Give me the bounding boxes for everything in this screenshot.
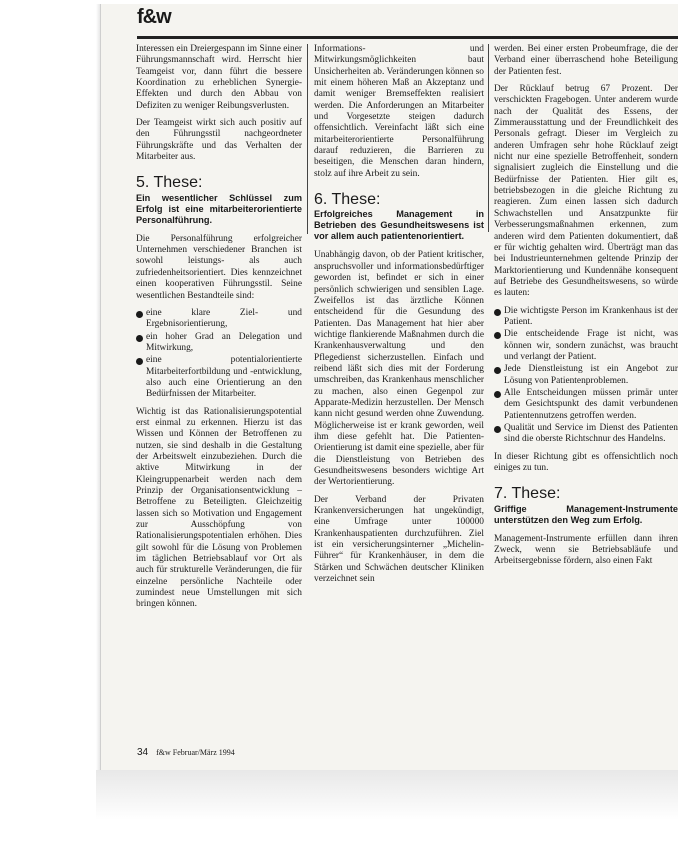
text-column-2 bbox=[314, 44, 484, 591]
section-heading-5: 5. These: bbox=[136, 174, 203, 192]
page-number: 34 bbox=[137, 747, 149, 758]
list-item: Jede Dienstleistung ist ein Angebot zur Lösung von Patientenproblemen. bbox=[494, 364, 678, 387]
text-column-1 bbox=[136, 44, 302, 617]
bullet-list bbox=[136, 308, 302, 401]
magazine-logo: f&w bbox=[137, 6, 171, 28]
list-item: Die entscheidende Frage ist nicht, was können wir, sondern zunächst, was braucht und verlangt der Patient. bbox=[494, 329, 678, 363]
paragraph: Der Rücklauf betrug 67 Prozent. Der verschickten Fragebogen. Unter anderem wurde nach der Qualität des Essens, der Zimmerausstattung und der Freundlichkeit des Personals gefragt. Dieser im Vergleich zu anderen Umfragen sehr hohe Rücklauf zeigt nicht nur eine spezielle Betroffenheit, sondern signalisiert zugleich die Einstellung und die Bedürfnisse der Patienten. Hier gilt es, betriebsbezogen in die gleiche Richtung zu reagieren. Zum einen lassen sich dadurch Schwachstellen und Ansatzpunkte für Verbesserungsmaßnahmen erkennen, zum anderen wird dem Patienten dokumentiert, daß er für wichtig gehalten wird. Überträgt man das bei Industrieunternehmen geltende Prinzip der Marktorientierung und Kundennähe konsequent auf Betriebe des Gesundheitswesens, so würde es lauten: bbox=[494, 84, 678, 299]
list-item: Alle Entscheidungen müssen primär unter dem Gesichtspunkt des damit verbundenen Patientennutzens getroffen werden. bbox=[494, 388, 678, 422]
paragraph: werden. Bei einer ersten Probeumfrage, die der Verband einer überraschend hohe Beteiligung der Patienten fest. bbox=[494, 44, 678, 77]
section-heading-7: 7. These: bbox=[494, 485, 561, 503]
paragraph: Der Verband der Privaten Krankenversicherungen hat ungekündigt, eine Umfrage unter 100000 Krankenhauspatienten durchzuführen. Ziel ist ein versicherungsinterner „Michelin-Führer“ für Krankenhäuser, in dem die Stärken und Schwächen deutscher Kliniken verzeichnet sein bbox=[314, 494, 484, 585]
section-heading-6: 6. These: bbox=[314, 191, 381, 209]
paragraph: Die Personalführung erfolgreicher Unternehmen verschiedener Branchen ist sowohl leistungs- als auch zufriedenheitsorientiert. Dies kennzeichnet einen kooperativen Führungsstil. Seine wesentlichen Bestandteile sind: bbox=[136, 233, 302, 301]
thesis-lead: Ein wesentlicher Schlüssel zum Erfolg ist eine mitarbeiterorientierte Personalführung. bbox=[136, 192, 302, 225]
column-divider-1 bbox=[307, 44, 308, 234]
paragraph: Unabhängig davon, ob der Patient kritischer, anspruchsvoller und informationsbedürftiger geworden ist, befindet er sich in einer persönlich schwierigen und sensiblen Lage. Zweifellos ist das ärztliche Können entscheidend für die Gesundung des Patienten. Das Management hat hier aber wichtige flankierende Maßnahmen durch die Krankenhausverwaltung und den Pflegedienst sicherzustellen. Einfach und reibend läßt sich dies mit der Forderung umschreiben, das Krankenhaus menschlicher zu machen, also einen Gegenpol zur Apparate-Medizin herzustellen. Der Mensch kann nicht gesund werden ohne Zuwendung. Möglicherweise ist er krank geworden, weil ihm diese gefehlt hat. Die Patienten-Orientierung ist damit eine spezielle, aber für die Dienstleistung von Betrieben des Gesundheitswesens besonders wichtige Art der Wertorientierung. bbox=[314, 250, 484, 488]
paragraph: Wichtig ist das Rationalisierungspotential erst einmal zu erkennen. Hierzu ist das Wissen und Können der Betroffenen zu nutzen, sie sind deshalb in die Gestaltung der Arbeitswelt einzubeziehen. Durch die aktive Mitwirkung in der Kleingruppenarbeit werden nach dem Prinzip der Organisationsentwicklung – Betroffene zu Beteiligten. Gleichzeitig lassen sich so Motivation und Engagement zur Ausschöpfung von Rationalisierungspotentialen erhöhen. Dies gilt sowohl für die Lösung von Problemen im täglichen Betriebsablauf vor Ort als auch für strukturelle Veränderungen, die für einzelne persönliche Nachteile oder zumindest neue Umstellungen mit sich bringen können. bbox=[136, 406, 302, 610]
text-column-3 bbox=[494, 44, 678, 754]
page-curl bbox=[96, 770, 678, 842]
list-item: Qualität und Service im Dienst des Patienten sind die oberste Richtschnur des Handelns. bbox=[494, 423, 678, 446]
paragraph: In dieser Richtung gibt es offensichtlich noch einiges zu tun. bbox=[494, 451, 678, 474]
thesis-lead: Erfolgreiches Management in Betrieben des Gesundheitswesens ist vor allem auch patientenorientiert. bbox=[314, 209, 484, 242]
list-item: eine klare Ziel- und Ergebnisorientierung, bbox=[136, 308, 302, 331]
thesis-lead: Griffige Management-Instrumente unterstützen den Weg zum Erfolg. bbox=[494, 503, 678, 525]
paragraph: Informations- und Mitwirkungsmöglichkeiten baut Unsicherheiten ab. Veränderungen können so mit einem höheren Maß an Akzeptanz und damit weniger Bremseffekten realisiert werden. Die Anforderungen an Mitarbeiter und Vorgesetzte steigen dadurch offensichtlich. Vereinfacht läßt sich eine mitarbeiterorientierte Personalführung darauf reduzieren, die Barrieren zu beseitigen, die Menschen daran hindern, stolz auf ihre Arbeit zu sein. bbox=[314, 44, 484, 179]
list-item: Die wichtigste Person im Krankenhaus ist der Patient. bbox=[494, 306, 678, 329]
bullet-list bbox=[494, 306, 678, 446]
column-divider-2 bbox=[488, 44, 489, 232]
paragraph: Management-Instrumente erfüllen dann ihren Zweck, wenn sie Betriebsabläufe und Arbeitsergebnisse fördern, also einen Fakt bbox=[494, 533, 678, 567]
list-item: ein hoher Grad an Delegation und Mitwirkung, bbox=[136, 332, 302, 355]
paragraph: Interessen ein Dreiergespann im Sinne einer Führungsmannschaft wird. Herrscht hier Teamgeist vor, dann führt die bessere Koordination zu erheblichen Synergie-Effekten und durch den Abbau von Defiziten zu weniger Reibungsverlusten. bbox=[136, 44, 302, 111]
page-footer bbox=[137, 747, 235, 758]
header-rule bbox=[137, 36, 678, 39]
list-item: eine potentialorientierte Mitarbeiterfortbildung und -entwicklung, also auch eine Orientierung an den Bedürfnissen der Mitarbeiter. bbox=[136, 355, 302, 400]
issue-info: f&w Februar/März 1994 bbox=[156, 748, 235, 757]
paragraph: Der Teamgeist wirkt sich auch positiv auf den Führungsstil nachgeordneter Führungskräfte und das Verhalten der Mitarbeiter aus. bbox=[136, 118, 302, 163]
